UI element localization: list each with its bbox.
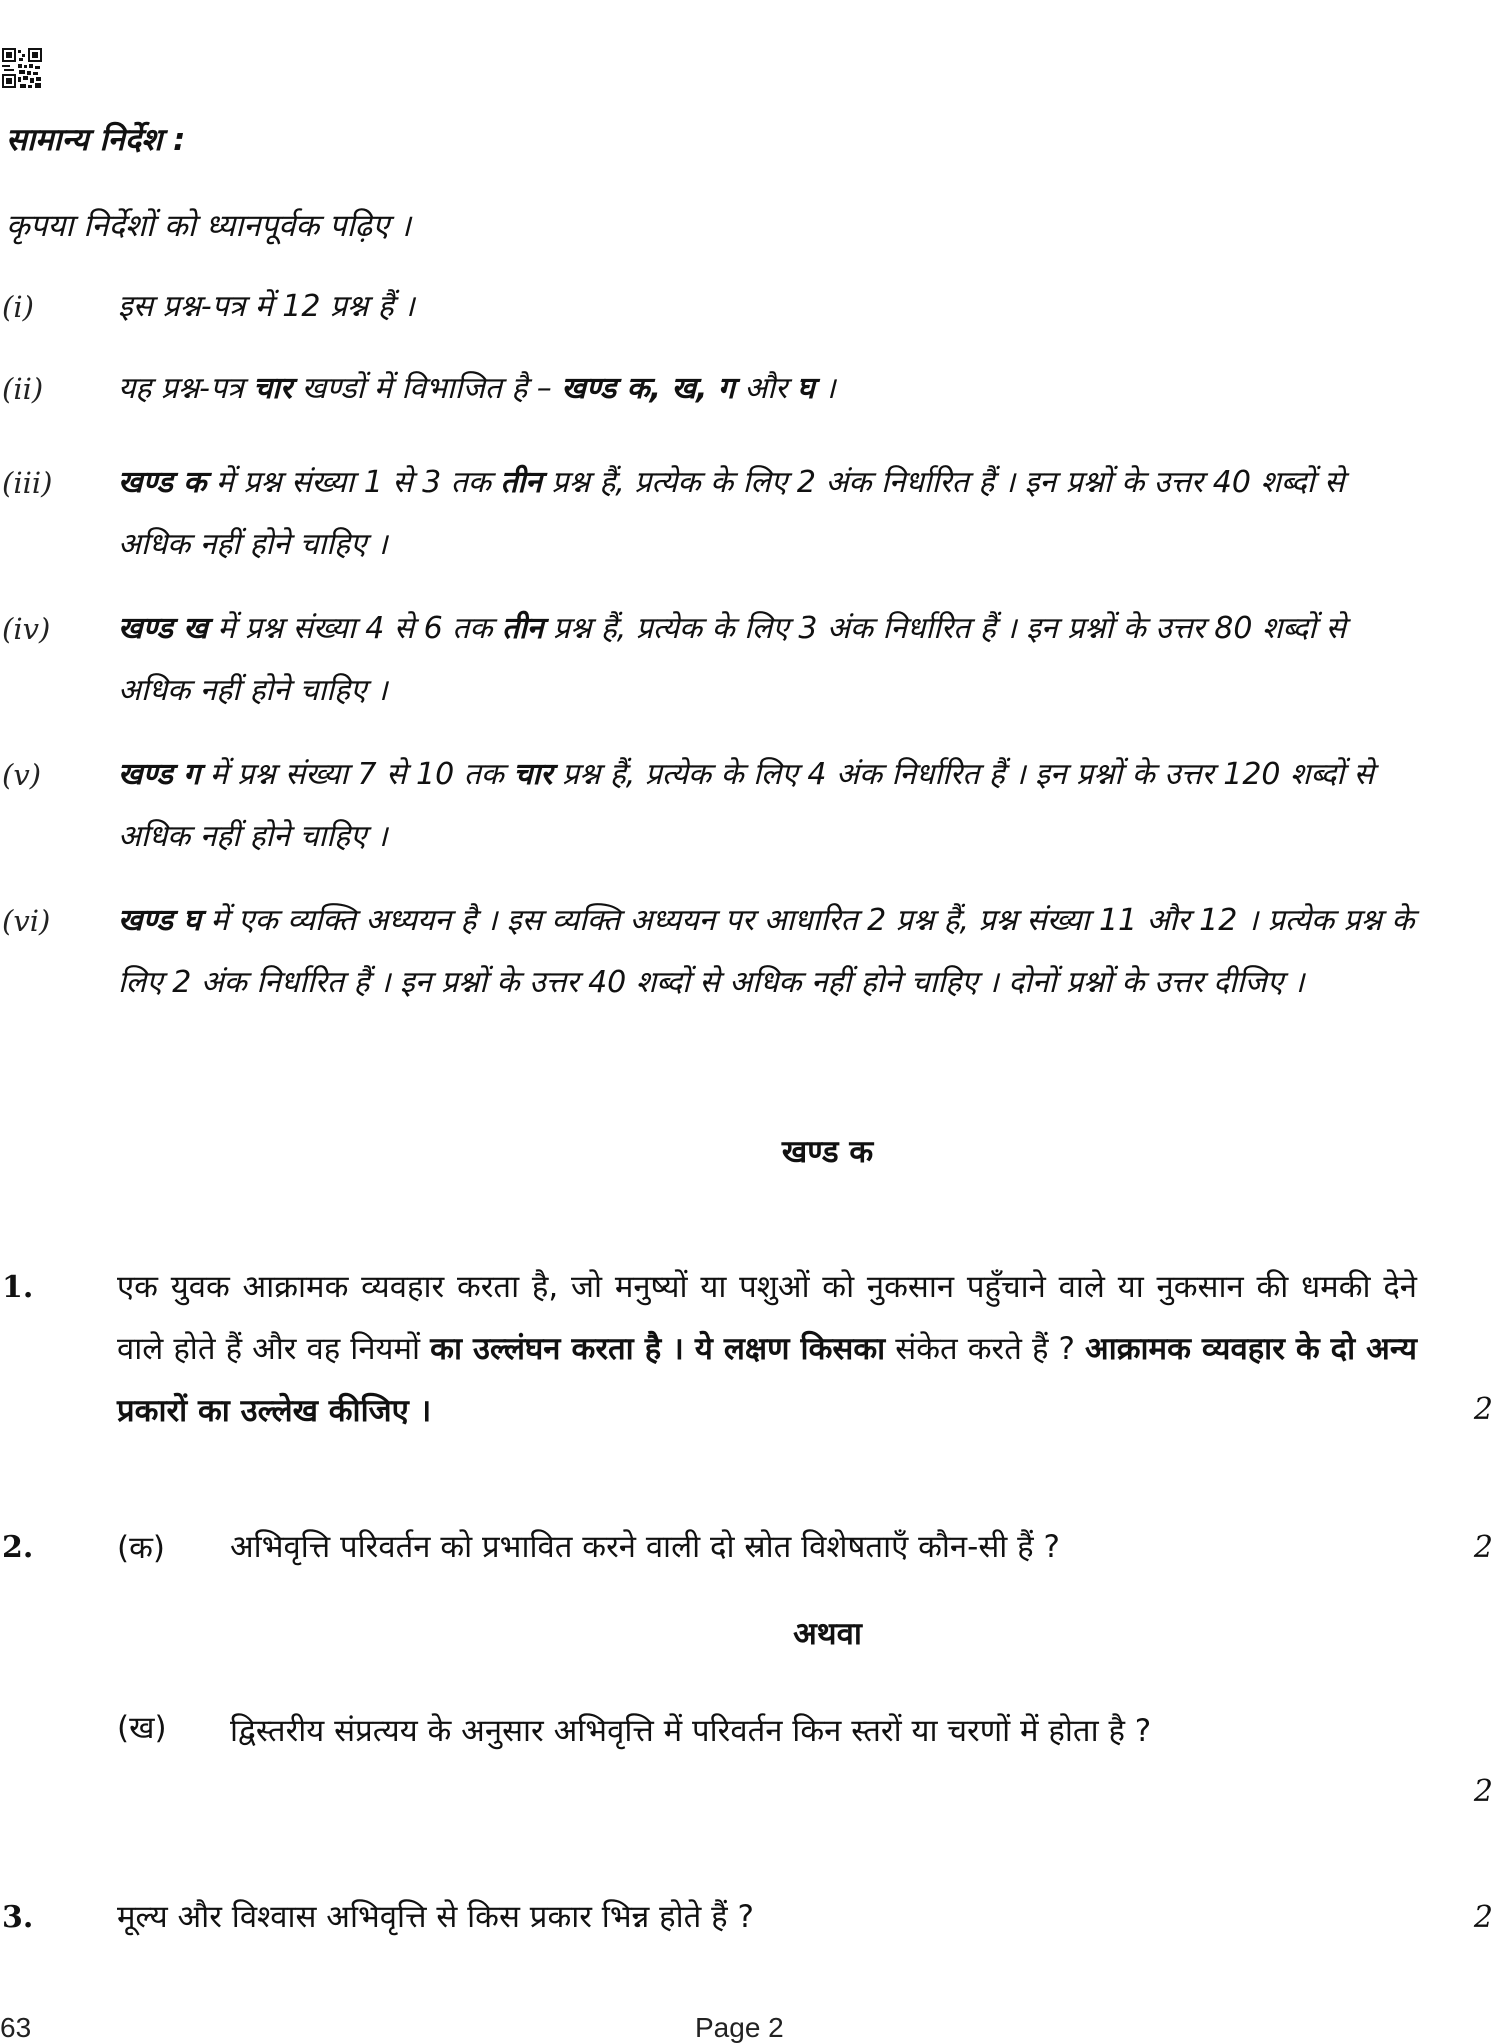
instruction-number: (vi) xyxy=(2,904,51,938)
question-text: मूल्य और विश्वास अभिवृत्ति से किस प्रकार भिन्न होते हैं ? xyxy=(117,1899,754,1935)
instruction-text xyxy=(118,276,1418,338)
question-3 xyxy=(0,1900,1505,1960)
text-segment: एक युवक आक्रामक व्यवहार करता है, जो मनुष्यों या पशुओं को नुकसान पहुँचाने वाले या नुकसान की धमकी देने वाले होते हैं और वह नियमों xyxy=(117,1269,1417,1367)
instruction-text xyxy=(118,452,1418,576)
marks-label: 2 xyxy=(1473,1774,1493,1809)
instructions-intro: कृपया निर्देशों को ध्यानपूर्वक पढ़िए । xyxy=(6,208,411,244)
question-2-alternative xyxy=(0,1710,1505,1860)
or-label: अथवा xyxy=(793,1616,862,1652)
text-segment: यह प्रश्न-पत्र xyxy=(118,371,254,406)
text-segment: । xyxy=(814,371,836,406)
instruction-text xyxy=(118,744,1418,868)
text-segment-bold: खण्ड घ xyxy=(118,903,202,938)
text-segment: प्रश्न हैं, प्रत्येक के लिए 2 अंक निर्धारित हैं । इन प्रश्नों के उत्तर 40 शब्दों से अधिक नहीं होने चाहिए । xyxy=(118,465,1345,562)
question-number: 3. xyxy=(2,1900,34,1935)
text-segment: इस प्रश्न-पत्र में 12 प्रश्न हैं । xyxy=(118,289,415,324)
question-1 xyxy=(0,1270,1505,1470)
text-segment-bold: चार xyxy=(253,371,293,406)
text-segment: में एक व्यक्ति अध्ययन है । इस व्यक्ति अध्ययन पर आधारित 2 प्रश्न हैं, प्रश्न संख्या 11 और 12 । प्रत्येक प्रश्न के लिए 2 अंक निर्धारित हैं । इन प्रश्नों के उत्तर 40 शब्दों से अधिक नहीं होने चाहिए । दोनों प्रश्नों के उत्तर दीजिए । xyxy=(118,903,1415,1000)
text-segment: प्रश्न हैं, प्रत्येक के लिए 4 अंक निर्धारित हैं । इन प्रश्नों के उत्तर 120 शब्दों से अधिक नहीं होने चाहिए । xyxy=(118,757,1374,854)
instruction-text xyxy=(118,890,1418,1014)
instruction-number: (v) xyxy=(2,758,42,792)
instruction-number: (ii) xyxy=(2,372,44,406)
text-segment: में प्रश्न संख्या 4 से 6 तक xyxy=(207,611,502,646)
text-segment-bold: खण्ड ख xyxy=(118,611,208,646)
text-segment: खण्डों में विभाजित है – xyxy=(292,371,562,406)
text-segment: और xyxy=(734,371,797,406)
instructions-heading: सामान्य निर्देश : xyxy=(6,122,186,158)
text-segment: में प्रश्न संख्या 1 से 3 तक xyxy=(206,465,501,500)
instruction-number: (i) xyxy=(2,290,34,324)
text-segment-bold: चार xyxy=(513,757,553,792)
question-number: 1. xyxy=(2,1270,34,1305)
page-number: Page 2 xyxy=(695,2012,784,2043)
marks-label: 2 xyxy=(1473,1900,1493,1935)
text-segment-bold: का उल्लंघन करता है । ये लक्षण किसका xyxy=(430,1331,886,1367)
marks-label: 2 xyxy=(1473,1530,1493,1565)
qr-code-icon xyxy=(2,48,42,88)
paper-code: 63 xyxy=(0,2012,32,2043)
text-segment-bold: खण्ड क xyxy=(118,465,207,500)
text-segment-bold: तीन xyxy=(500,465,542,500)
text-segment-bold: खण्ड क, ख, ग xyxy=(561,371,735,406)
text-segment: संकेत करते हैं ? xyxy=(885,1331,1086,1367)
text-segment-bold: तीन xyxy=(501,611,544,646)
question-number: 2. xyxy=(2,1530,34,1565)
text-segment-bold: घ xyxy=(796,371,815,406)
sub-question-text: द्विस्तरीय संप्रत्यय के अनुसार अभिवृत्ति में परिवर्तन किन स्तरों या चरणों में होता है ? xyxy=(230,1713,1152,1749)
marks-label: 2 xyxy=(1473,1392,1493,1427)
instruction-number: (iv) xyxy=(2,612,51,646)
sub-question-label: (ख) xyxy=(117,1710,167,1746)
text-segment: प्रश्न हैं, प्रत्येक के लिए 3 अंक निर्धारित हैं । इन प्रश्नों के उत्तर 80 शब्दों से अधिक नहीं होने चाहिए । xyxy=(118,611,1346,708)
section-title: खण्ड क xyxy=(781,1134,874,1170)
instruction-text xyxy=(118,598,1418,722)
instruction-number: (iii) xyxy=(2,466,53,500)
text-segment-bold: आक्रामक व्यवहार के दो अन्य प्रकारों का उल्लेख कीजिए । xyxy=(117,1331,1417,1429)
question-text xyxy=(117,1256,1417,1442)
sub-question-text: अभिवृत्ति परिवर्तन को प्रभावित करने वाली दो स्रोत विशेषताएँ कौन-सी हैं ? xyxy=(230,1529,1060,1565)
text-segment: में प्रश्न संख्या 7 से 10 तक xyxy=(200,757,514,792)
sub-question-label: (क) xyxy=(117,1530,165,1566)
text-segment-bold: खण्ड ग xyxy=(118,757,201,792)
instruction-text xyxy=(118,358,1418,420)
